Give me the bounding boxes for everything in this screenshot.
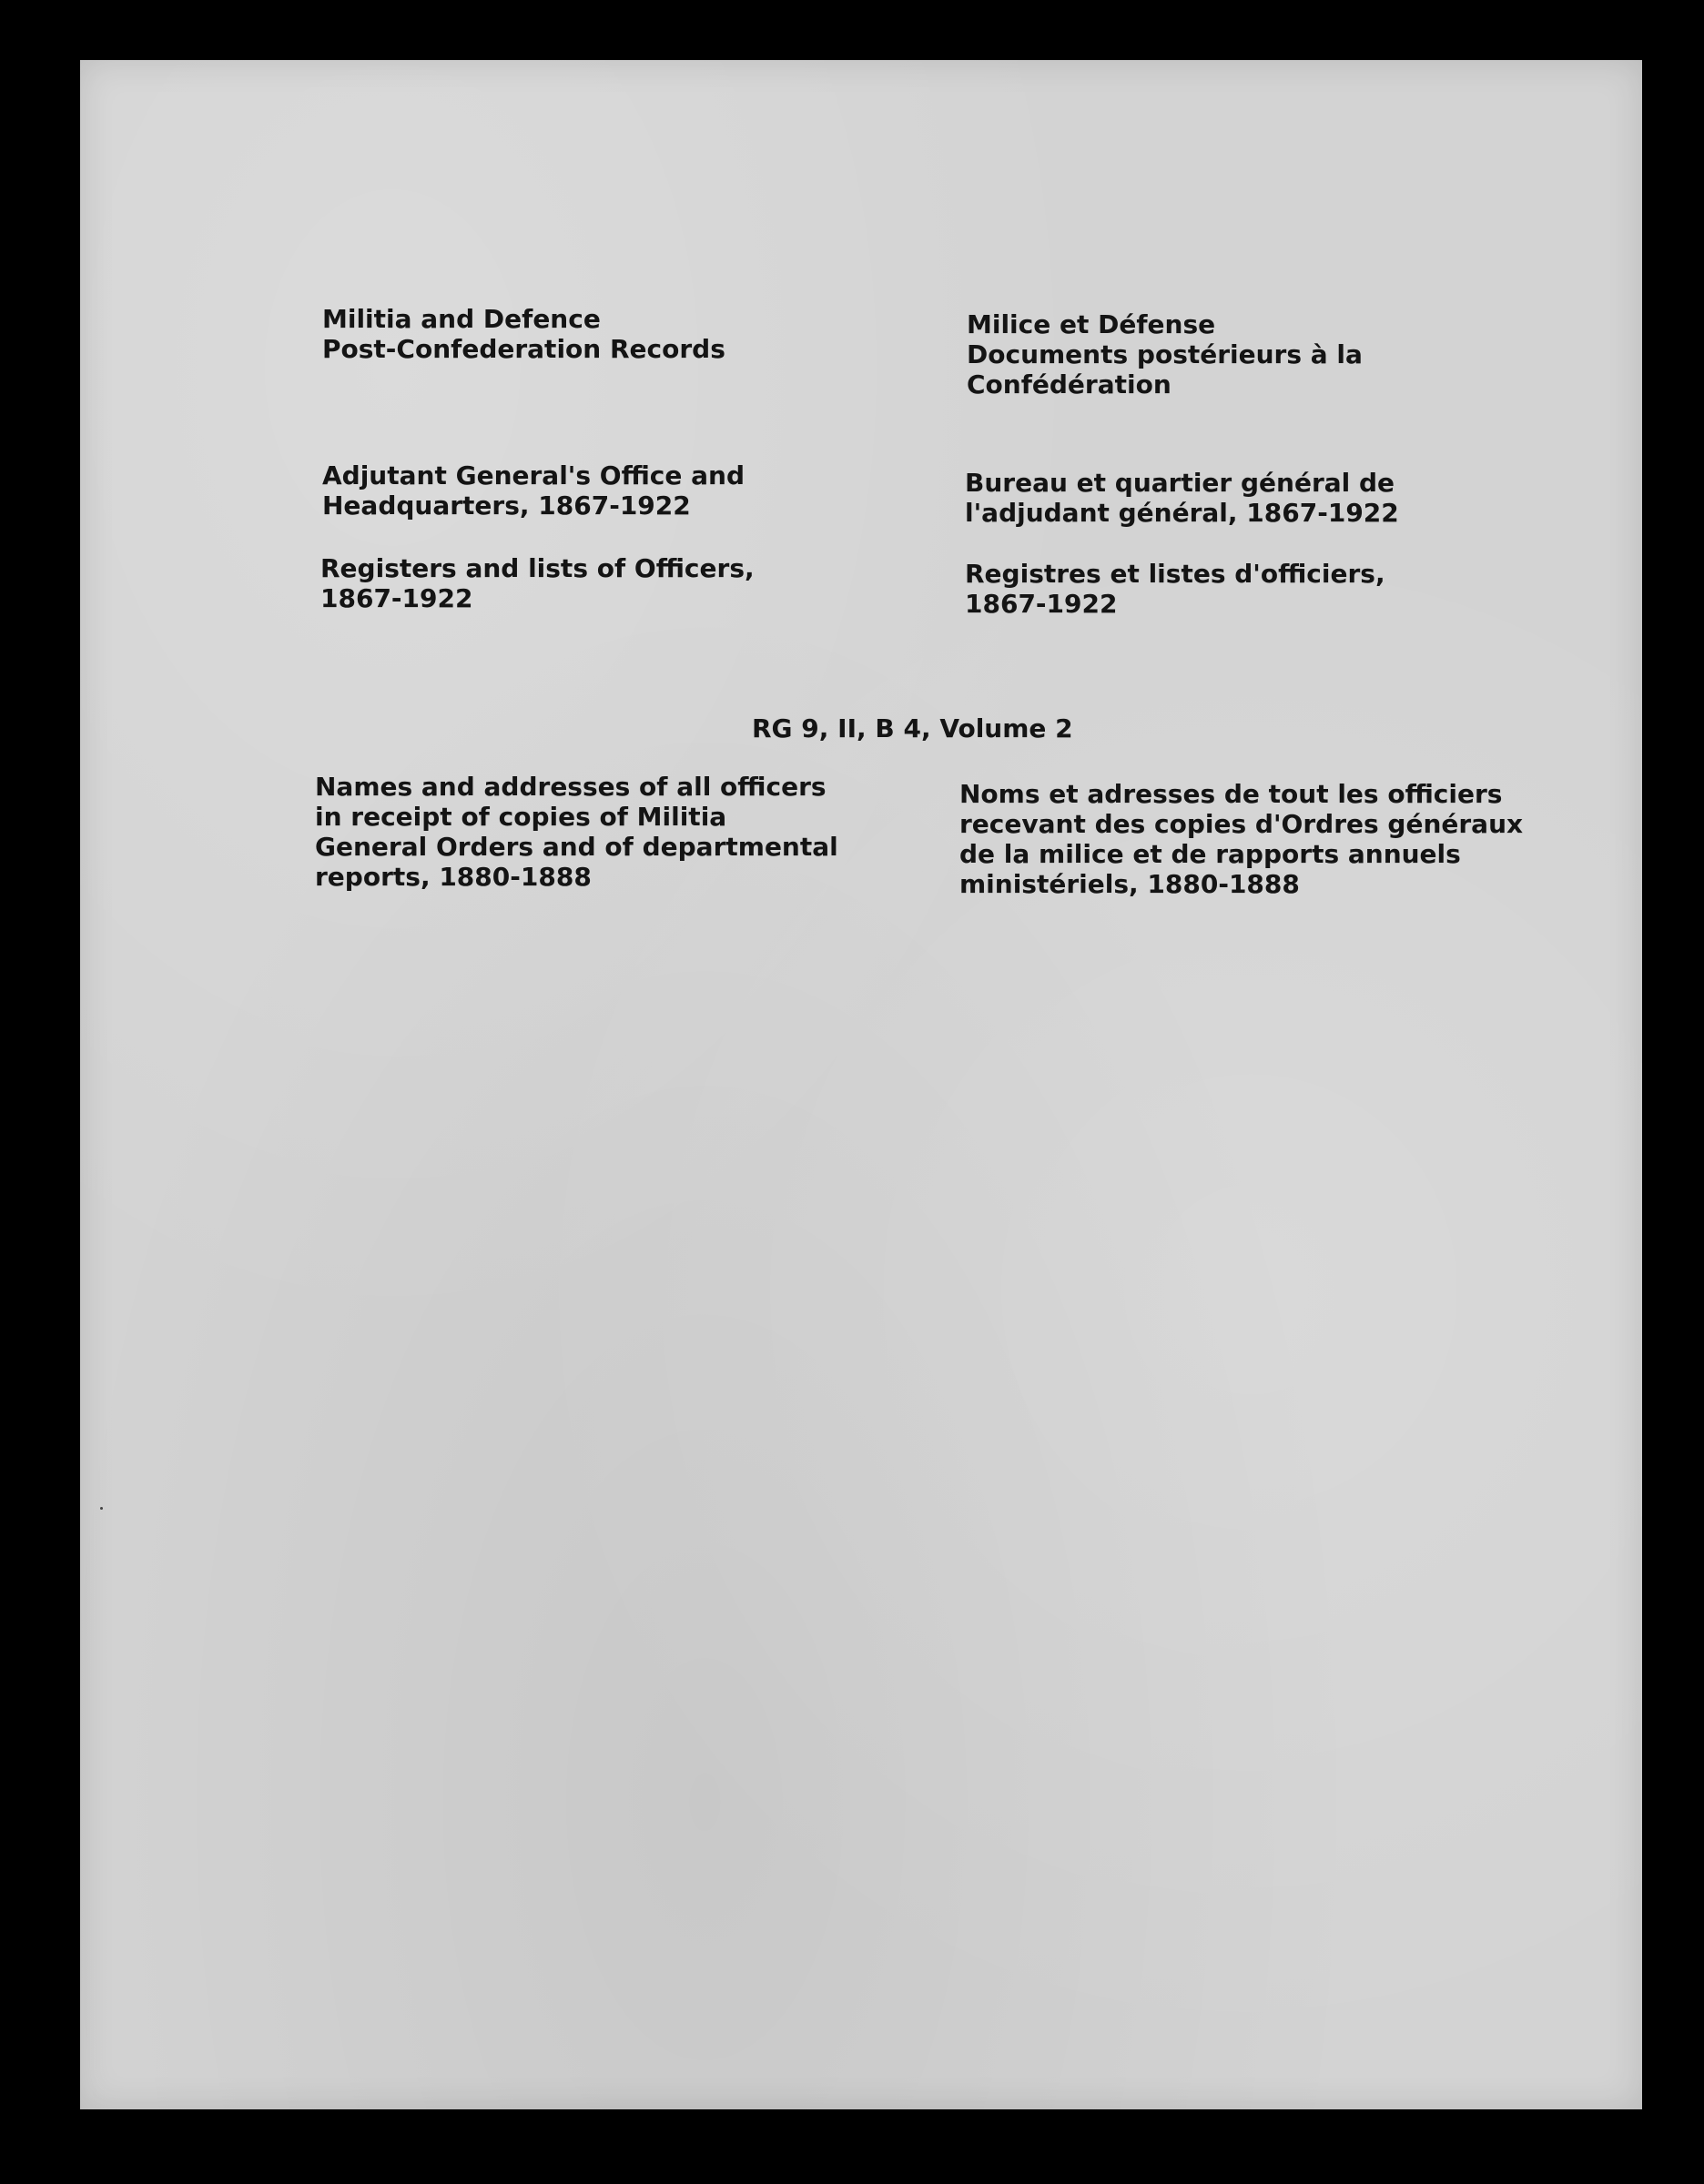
french-description-line-3: de la milice et de rapports annuels [959,839,1461,869]
english-office-heading [322,460,745,521]
french-description-line-2: recevant des copies d'Ordres généraux [959,809,1524,839]
english-department-line-2: Post-Confederation Records [322,334,725,364]
english-series-line-2: 1867-1922 [320,583,473,613]
french-office-heading [965,468,1399,528]
french-office-line-1: Bureau et quartier général de [965,468,1395,498]
english-series-line-1: Registers and lists of Officers, [320,553,755,583]
english-office-line-2: Headquarters, 1867-1922 [322,490,691,521]
french-department-line-3: Confédération [967,369,1172,399]
document-page [80,60,1642,2109]
english-office-line-1: Adjutant General's Office and [322,460,746,490]
french-department-heading [967,309,1363,399]
french-department-line-1: Milice et Défense [967,309,1216,339]
english-description [315,772,838,892]
english-description-line-4: reports, 1880-1888 [315,862,592,892]
english-description-line-2: in receipt of copies of Militia [315,802,727,832]
dust-speck [100,1507,103,1510]
french-description-line-4: ministériels, 1880-1888 [959,869,1300,899]
french-department-line-2: Documents postérieurs à la [967,339,1363,369]
french-series-heading [965,559,1385,619]
english-department-line-1: Militia and Defence [322,304,601,334]
english-description-line-3: General Orders and of departmental [315,832,838,862]
french-description-line-1: Noms et adresses de tout les officiers [959,779,1503,809]
french-series-line-1: Registres et listes d'officiers, [965,559,1385,589]
english-description-line-1: Names and addresses of all officers [315,772,827,802]
english-series-heading [320,553,755,613]
reference-number: RG 9, II, B 4, Volume 2 [752,713,1073,743]
french-description [959,779,1523,899]
french-series-line-2: 1867-1922 [965,589,1118,619]
french-office-line-2: l'adjudant général, 1867-1922 [965,498,1399,528]
english-department-heading [322,304,725,364]
